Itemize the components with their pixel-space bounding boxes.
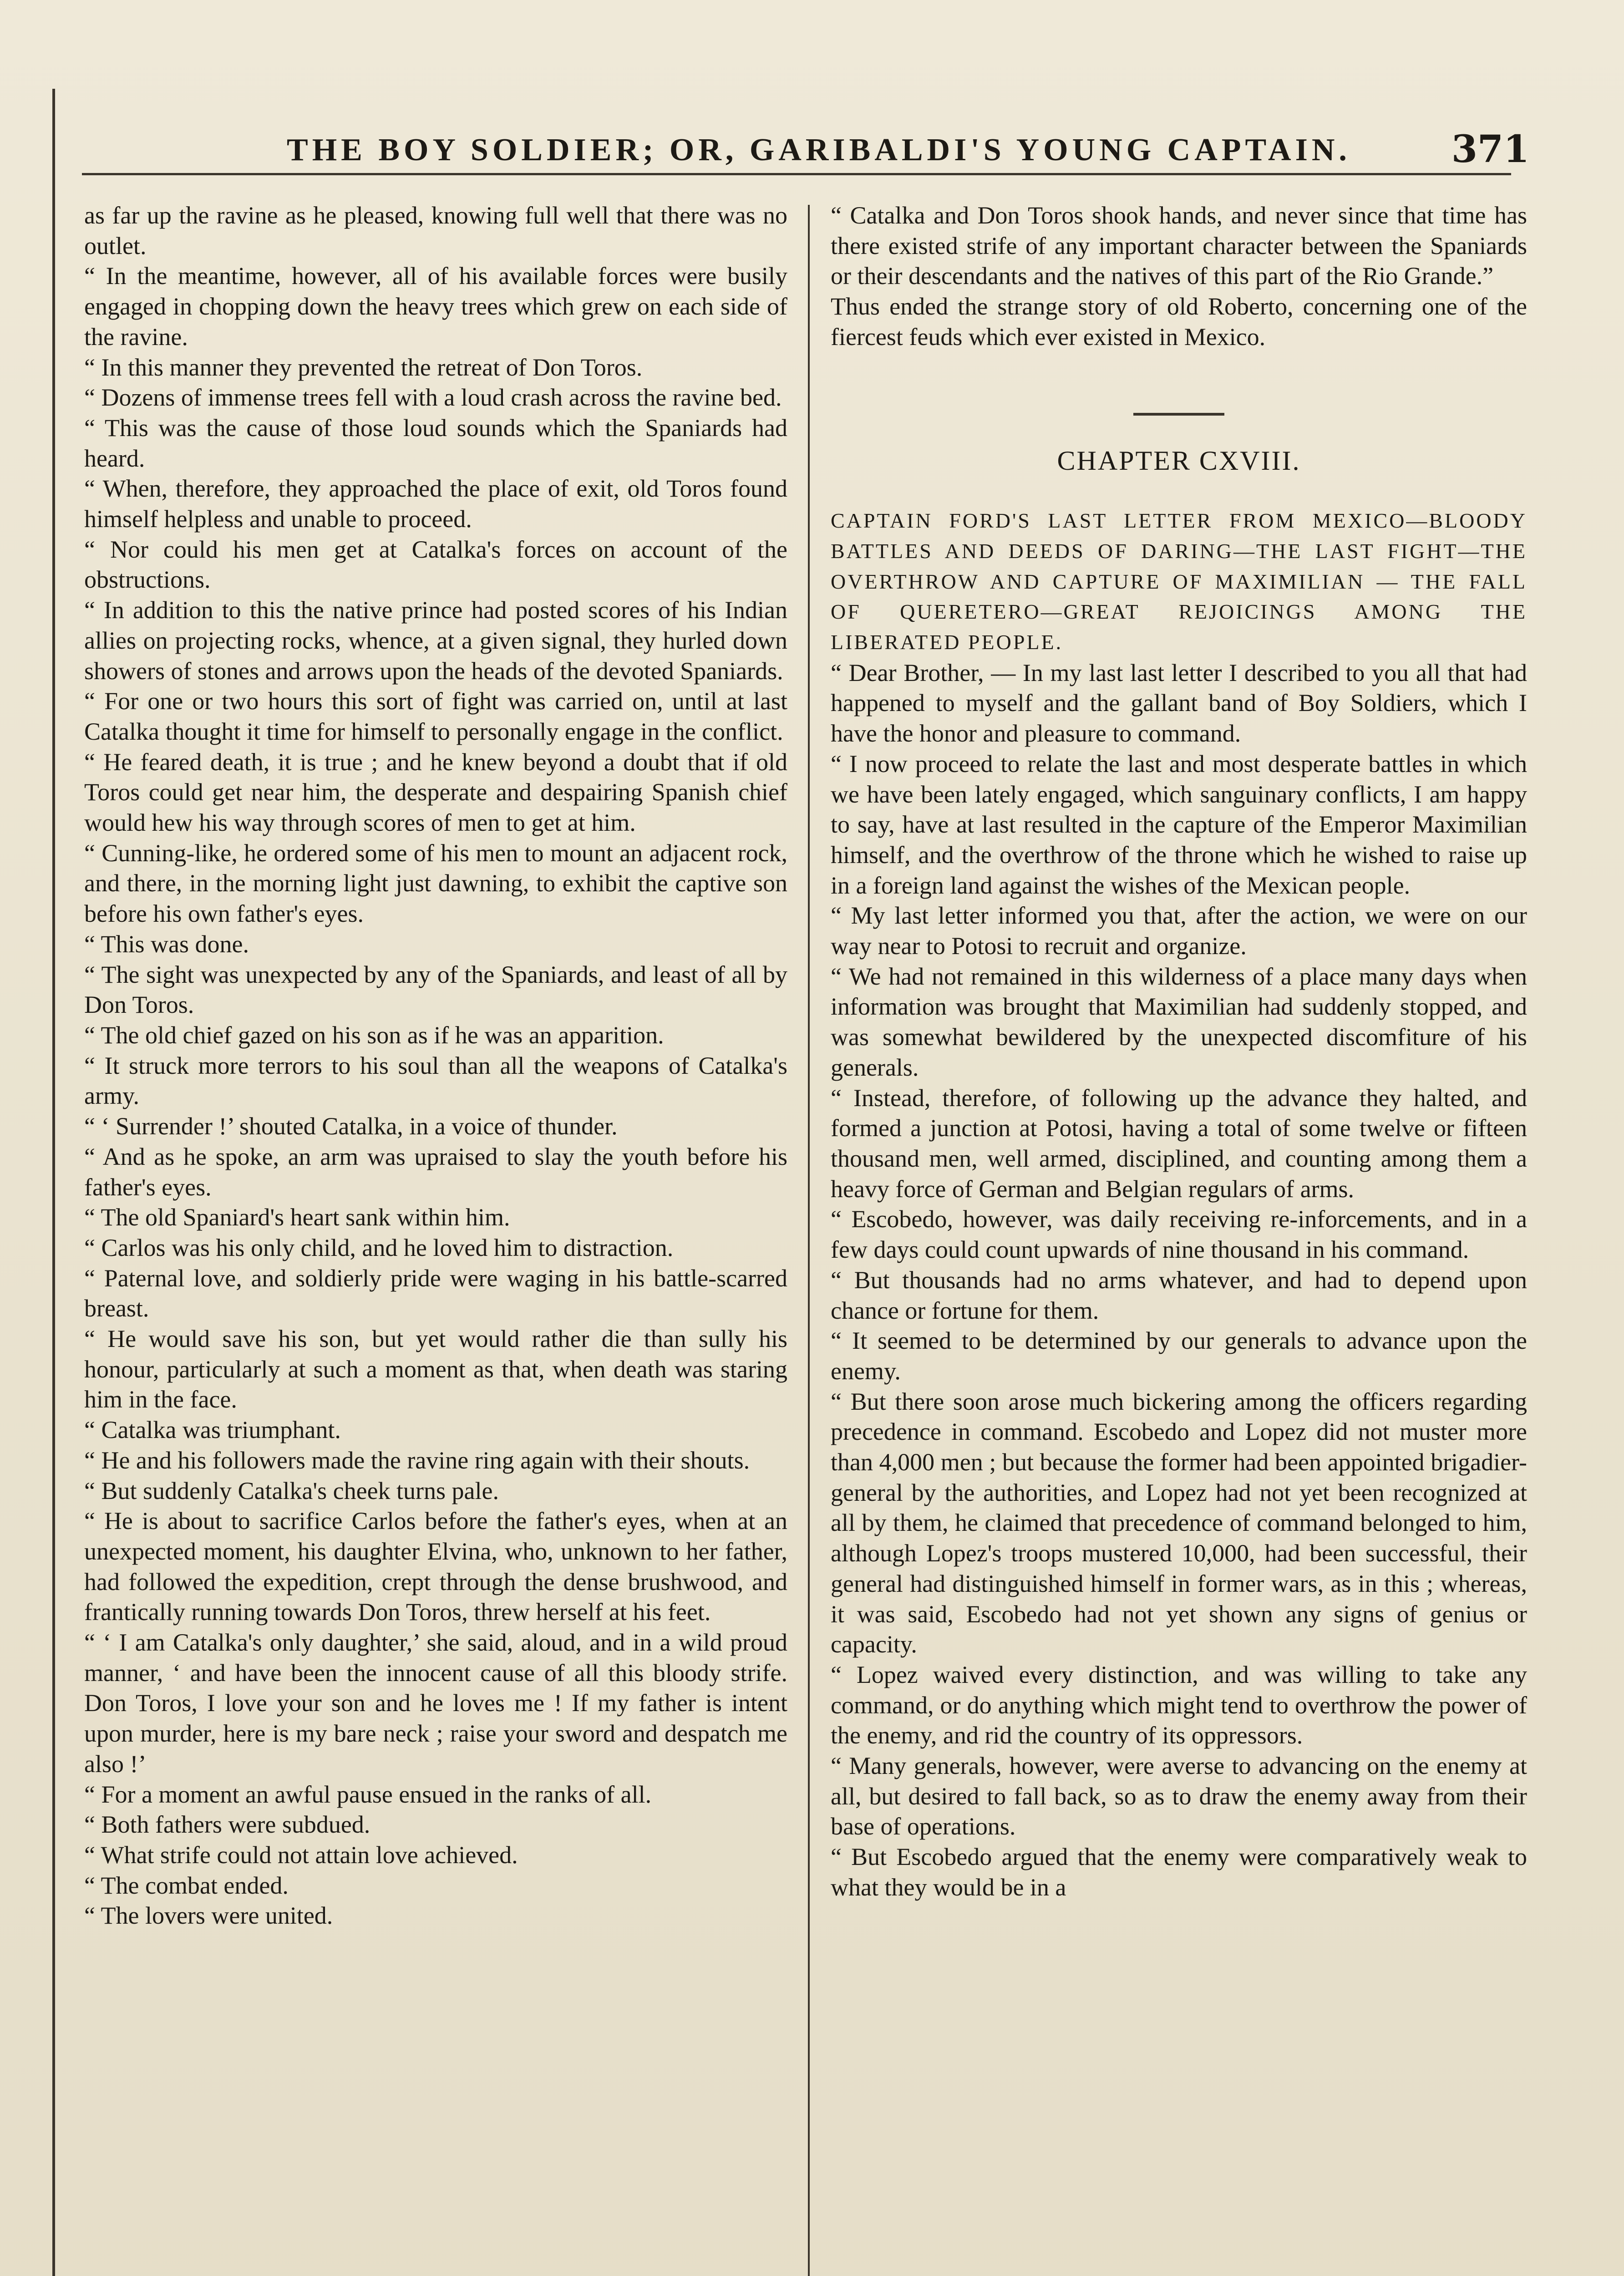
paragraph: “ But thousands had no arms whatever, and had to depend upon chance or fortune for them. bbox=[831, 1266, 1527, 1324]
running-header bbox=[77, 114, 1570, 182]
spacer bbox=[831, 476, 1527, 506]
paragraph: “ He feared death, it is true ; and he knew beyond a doubt that if old Toros could get near him, the desperate and despairing Spanish chief would hew his way through scores of men to get at him. bbox=[84, 748, 787, 837]
paragraph: “ In the meantime, however, all of his available forces were busily engaged in chopping down the heavy trees which grew on each side of the ravine. bbox=[84, 262, 787, 351]
paragraph: “ ‘ I am Catalka's only daughter,’ she said, aloud, and in a wild proud manner, ‘ and have been the innocent cause of all this bloody strife. Don Toros, I love your son and he loves me ! If my father is intent upon murder, here is my bare neck ; raise your sword and despatch me also !’ bbox=[84, 1629, 787, 1778]
paragraph: “ He is about to sacrifice Carlos before the father's eyes, when at an unexpected moment, his daughter Elvina, who, unknown to her father, had followed the expedition, crept through the dense brushwood, and frantically running towards Don Toros, threw herself at his feet. bbox=[84, 1507, 787, 1626]
paragraph: “ I now proceed to relate the last and most desperate battles in which we have been lately engaged, which sanguinary conflicts, I am happy to say, have at last resulted in the capture of the Emperor Maximilian himself, and the overthrow of the throne which he wished to raise up in a foreign land against the wishes of the Mexican people. bbox=[831, 750, 1527, 899]
paragraph: “ The sight was unexpected by any of the Spaniards, and least of all by Don Toros. bbox=[84, 960, 787, 1019]
paragraph: “ For one or two hours this sort of fight was carried on, until at last Catalka thought it time for himself to personally engage in the conflict. bbox=[84, 687, 787, 745]
paragraph: “ The old chief gazed on his son as if he was an apparition. bbox=[84, 1021, 664, 1049]
paragraph: “ The lovers were united. bbox=[84, 1902, 333, 1930]
running-title: THE BOY SOLDIER; OR, GARIBALDI'S YOUNG CAPTAIN. bbox=[287, 132, 1351, 168]
paragraph: “ Dear Brother, — In my last last letter I described to you all that had happened to myself and the gallant band of Boy Soldiers, which I have the honor and pleasure to command. bbox=[831, 659, 1527, 747]
paragraph: “ Paternal love, and soldierly pride were waging in his battle-scarred breast. bbox=[84, 1264, 787, 1322]
paragraph: “ Catalka was triumphant. bbox=[84, 1416, 341, 1444]
paragraph: “ We had not remained in this wilderness of a place many days when information was brought that Maximilian had suddenly stopped, and was somewhat bewildered by the unexpected discomfiture of his generals. bbox=[831, 962, 1527, 1081]
paragraph: “ Lopez waived every distinction, and was willing to take any command, or do anything which might tend to overthrow the power of the enemy, and rid the country of its oppressors. bbox=[831, 1661, 1527, 1749]
paragraph: “ In this manner they prevented the retreat of Don Toros. bbox=[84, 353, 643, 381]
paragraph: “ Dozens of immense trees fell with a loud crash across the ravine bed. bbox=[84, 384, 782, 412]
paragraph: “ But there soon arose much bickering among the officers regarding precedence in command. Escobedo and Lopez did not muster more than 4,000 men ; but because the former had been appointed brigadier-general by the authorities, and Lopez had not yet been recognized at all by them, he claimed that precedence of command belonged to him, although Lopez's troops mustered 10,000, had been successful, their general had distinguished himself in former wars, as in this ; whereas, it was said, Escobedo had not yet shown any signs of genius or capacity. bbox=[831, 1387, 1527, 1658]
paragraph: “ But Escobedo argued that the enemy were comparatively weak to what they would be in a bbox=[831, 1843, 1527, 1901]
paragraph: as far up the ravine as he pleased, knowing full well that there was no outlet. bbox=[84, 202, 787, 259]
paragraph: “ Instead, therefore, of following up the advance they halted, and formed a junction at Potosi, having a total of some twelve or fifteen thousand men, well armed, disciplined, and counting among them a heavy force of German and Belgian regulars of arms. bbox=[831, 1084, 1527, 1203]
spacer bbox=[831, 352, 1527, 413]
paragraph: “ My last letter informed you that, after the action, we were on our way near to Potosi to recruit and organize. bbox=[831, 902, 1527, 960]
paragraph: Thus ended the strange story of old Roberto, concerning one of the fiercest feuds which ever existed in Mexico. bbox=[831, 293, 1527, 351]
paragraph: “ In addition to this the native prince had posted scores of his Indian allies on projecting rocks, whence, at a given signal, they hurled down showers of stones and arrows upon the heads of the devoted Spaniards. bbox=[84, 596, 787, 685]
left-border-line bbox=[52, 89, 55, 2276]
paragraph: “ Escobedo, however, was daily receiving re-inforcements, and in a few days could count upwards of nine thousand in his command. bbox=[831, 1205, 1527, 1264]
chapter-heading: CHAPTER CXVIII. bbox=[1057, 445, 1301, 476]
paragraph: “ But suddenly Catalka's cheek turns pale. bbox=[84, 1477, 499, 1504]
paragraph: “ Both fathers were subdued. bbox=[84, 1811, 370, 1839]
paragraph: “ Nor could his men get at Catalka's forces on account of the obstructions. bbox=[84, 535, 787, 594]
paragraph: “ The old Spaniard's heart sank within him. bbox=[84, 1204, 510, 1231]
paragraph: “ ‘ Surrender !’ shouted Catalka, in a voice of thunder. bbox=[84, 1113, 618, 1140]
paragraph: “ When, therefore, they approached the place of exit, old Toros found himself helpless and unable to proceed. bbox=[84, 475, 787, 533]
paragraph: “ Cunning-like, he ordered some of his men to mount an adjacent rock, and there, in the morning light just dawning, to exhibit the captive son before his own father's eyes. bbox=[84, 839, 787, 928]
paragraph: “ It struck more terrors to his soul than all the weapons of Catalka's army. bbox=[84, 1052, 787, 1110]
paragraph: “ This was the cause of those loud sounds which the Spaniards had heard. bbox=[84, 414, 787, 472]
page-number: 371 bbox=[1451, 127, 1529, 171]
right-column bbox=[831, 200, 1527, 1903]
column-divider bbox=[808, 205, 810, 2276]
paragraph: “ It seemed to be determined by our generals to advance upon the enemy. bbox=[831, 1327, 1527, 1385]
chapter-summary: CAPTAIN FORD'S LAST LETTER FROM MEXICO—BLOODY BATTLES AND DEEDS OF DARING—THE LAST FIGHT—THE OVERTHROW AND CAPTURE OF MAXIMILIAN — THE FALL OF QUERETERO—GREAT REJOICINGS AMONG THE LIBERATED PEOPLE. bbox=[831, 509, 1527, 654]
left-column bbox=[84, 200, 787, 1931]
paragraph: “ He and his followers made the ravine ring again with their shouts. bbox=[84, 1446, 750, 1474]
header-rule bbox=[82, 173, 1511, 175]
paragraph: “ Catalka and Don Toros shook hands, and never since that time has there existed strife of any important character between the Spaniards or their descendants and the natives of this part of the Rio Grande.” bbox=[831, 202, 1527, 290]
spacer bbox=[831, 416, 1527, 446]
paragraph: “ He would save his son, but yet would rather die than sully his honour, particularly at such a moment as that, when death was staring him in the face. bbox=[84, 1325, 787, 1413]
paragraph: “ This was done. bbox=[84, 930, 249, 958]
paragraph: “ For a moment an awful pause ensued in the ranks of all. bbox=[84, 1780, 652, 1808]
paragraph: “ What strife could not attain love achieved. bbox=[84, 1841, 518, 1869]
paragraph: “ Carlos was his only child, and he loved him to distraction. bbox=[84, 1234, 674, 1261]
paragraph: “ And as he spoke, an arm was upraised to slay the youth before his father's eyes. bbox=[84, 1143, 787, 1201]
paragraph: “ Many generals, however, were averse to advancing on the enemy at all, but desired to fall back, so as to draw the enemy away from their base of operations. bbox=[831, 1752, 1527, 1840]
paragraph: “ The combat ended. bbox=[84, 1871, 289, 1899]
